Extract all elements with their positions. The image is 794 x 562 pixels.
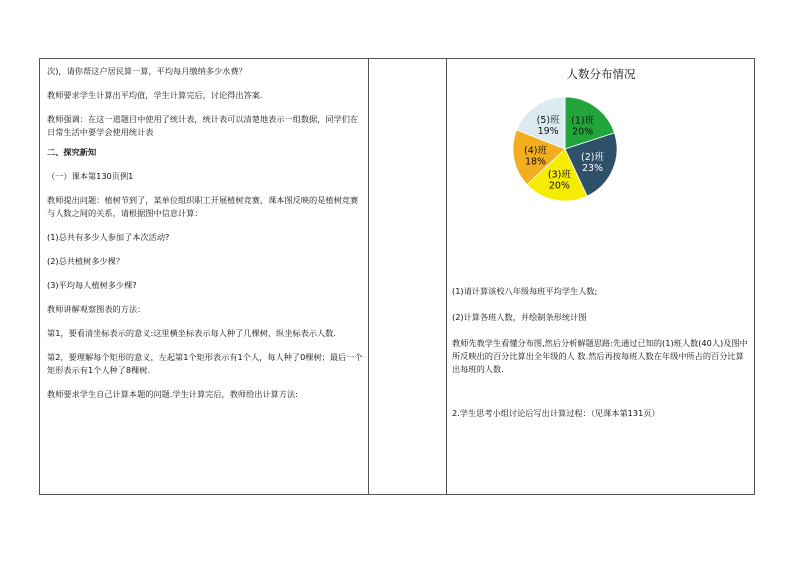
- text-line: 教师讲解观察图表的方法：: [47, 304, 146, 314]
- slice-percent-label: 23%: [581, 162, 604, 174]
- slice-label: (3)班: [547, 169, 571, 181]
- text-line: 第2，要理解每个矩形的意义，左起第1个矩形表示有1个人，每人种了0棵树；最后一个矩形表示有1个人种了8棵树.: [47, 352, 363, 375]
- slice-percent-label: 18%: [524, 156, 547, 168]
- text-line: 教师要求学生自己计算本题的问题.学生计算完后，教师给出计算方法:: [47, 389, 298, 399]
- text-line: (3)平均每人植树多少棵?: [47, 280, 137, 290]
- pie-chart: [510, 94, 620, 204]
- chart-title: 人数分布情况: [566, 67, 636, 81]
- teacher-explanation: 教师先教学生看懂分布图,然后分析解题思路:先通过已知的(1)班人数(40人)及图中所反映出的百分比算出全年级的人 数.然后再按每班人数在年级中所占的百分比算出每班的人数.: [452, 338, 748, 374]
- text-line: 次)，请你帮这户居民算一算，平均每月缴纳多少水费？: [47, 66, 247, 76]
- question-2: (2)计算各班人数，并绘制条形统计图: [452, 312, 587, 322]
- question-1: (1)请计算该校八年级每班平均学生人数;: [452, 286, 598, 296]
- column-divider-1: [368, 59, 369, 494]
- slice-percent-label: 20%: [572, 126, 594, 138]
- slice-percent-label: 19%: [537, 126, 559, 138]
- slice-label: (4)班: [524, 145, 548, 157]
- text-line: (2)总共植树多少棵？: [47, 256, 125, 266]
- right-column: [447, 59, 755, 494]
- text-line: 教师强调：在这一道题目中使用了统计表，统计表可以清楚地表示一组数据，同学们在日常生活中要学会使用统计表: [47, 114, 359, 137]
- left-column: [40, 59, 368, 494]
- slice-label: (5)班: [536, 115, 560, 127]
- student-task: 2.学生思考小组讨论后写出计算过程：（见课本第131页）: [452, 408, 660, 418]
- slice-percent-label: 20%: [548, 180, 570, 192]
- text-line: 第1，要看清坐标表示的意义:这里横坐标表示每人种了几棵树，纵坐标表示人数.: [47, 328, 336, 338]
- text-line: (1)总共有多少人参加了本次活动?: [47, 232, 170, 242]
- slice-label: (2)班: [581, 151, 605, 163]
- slice-label: (1)班: [571, 115, 595, 127]
- content-table: [39, 58, 755, 495]
- section-heading: 二、探究新知: [47, 147, 97, 157]
- text-line: 教师提出问题：植树节到了，某单位组织职工开展植树竞赛，课本图反映的是植树竞赛与人数之间的关系，请根据图中信息计算：: [47, 195, 359, 218]
- text-line: 教师要求学生计算出平均值，学生计算完后，讨论得出答案.: [47, 90, 263, 100]
- text-line: （一）课本第130页例1: [47, 171, 134, 181]
